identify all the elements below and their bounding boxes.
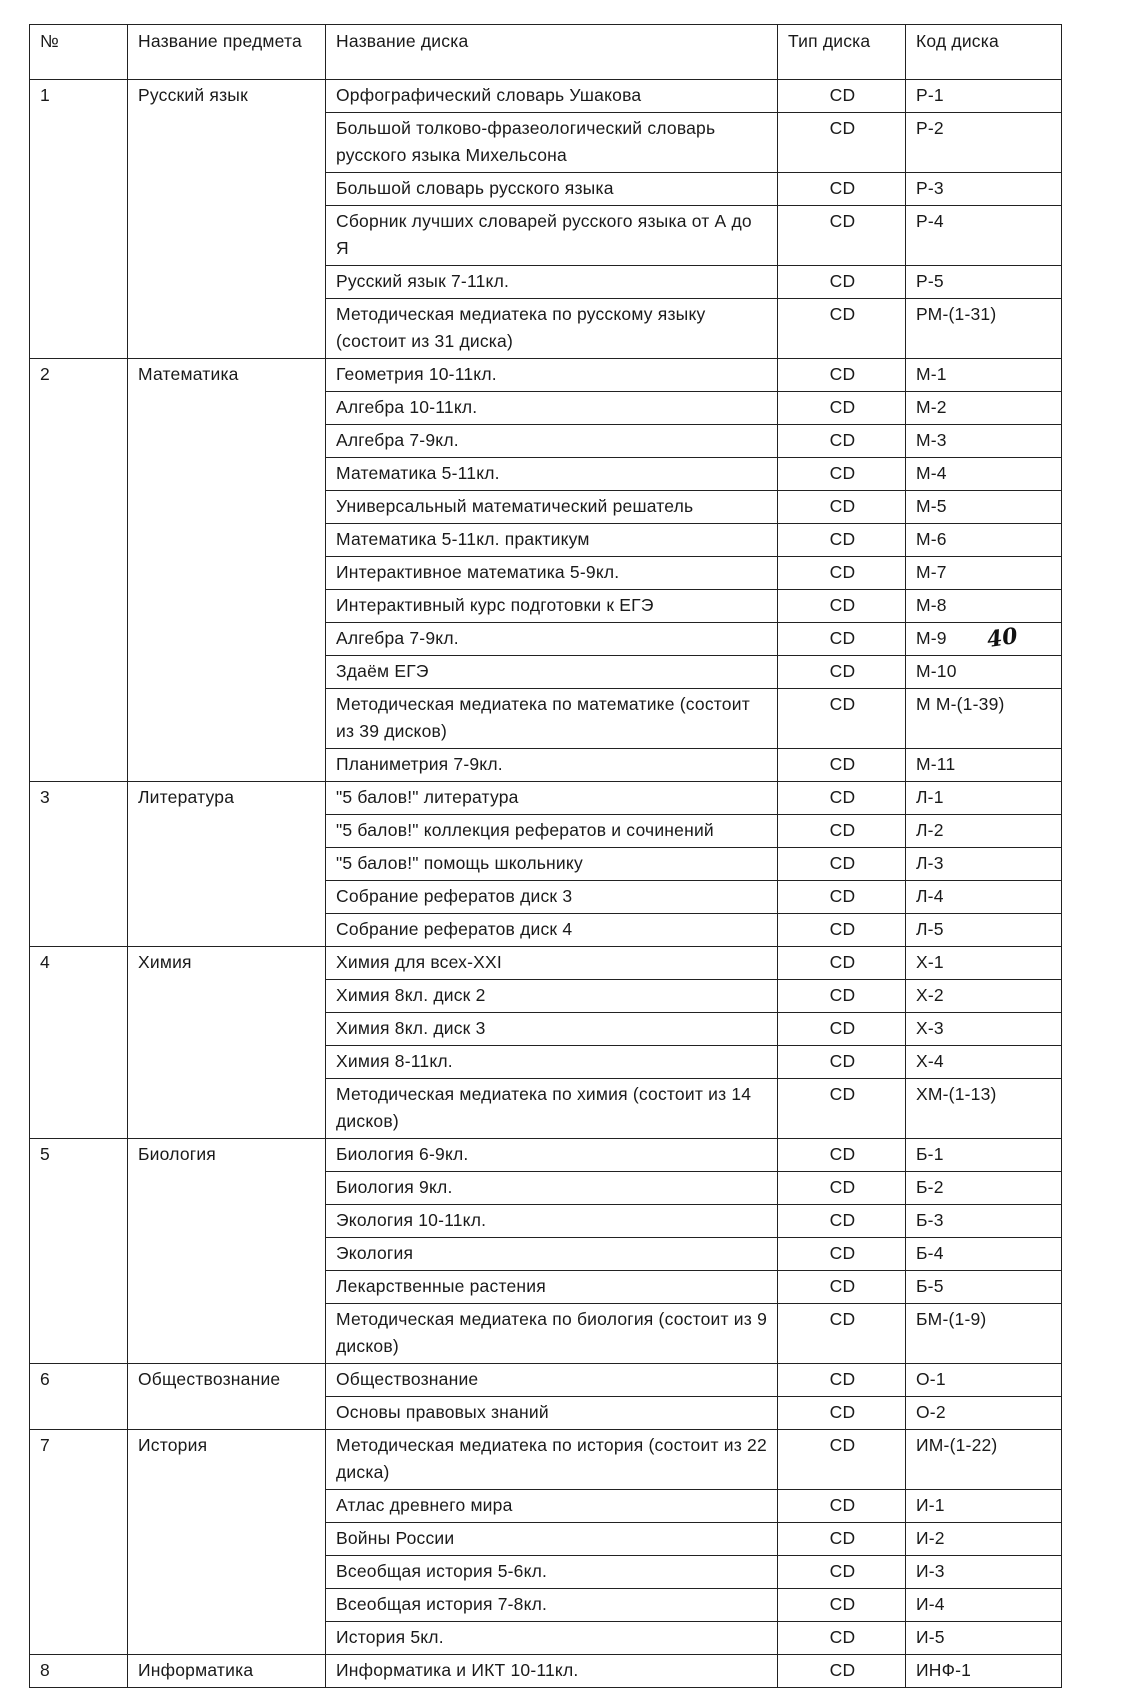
disc-name: Алгебра 7-9кл.: [326, 425, 778, 458]
group-number: 5: [30, 1139, 128, 1364]
subject-name: Биология: [128, 1139, 326, 1364]
disc-code: О-2: [906, 1397, 1062, 1430]
disc-code: Б-2: [906, 1172, 1062, 1205]
disc-name: Методическая медиатека по биология (состоит из 9 дисков): [326, 1304, 778, 1364]
disc-type: CD: [778, 557, 906, 590]
disc-name: Обществознание: [326, 1364, 778, 1397]
disc-name: Биология 6-9кл.: [326, 1139, 778, 1172]
disc-type: CD: [778, 206, 906, 266]
disc-code: М-3: [906, 425, 1062, 458]
disc-code: М-5: [906, 491, 1062, 524]
disc-name: Математика 5-11кл. практикум: [326, 524, 778, 557]
disc-type: CD: [778, 1655, 906, 1688]
disc-code: М-10: [906, 656, 1062, 689]
table-body: [30, 80, 1062, 1688]
disc-code: М-4: [906, 458, 1062, 491]
disc-code: Б-1: [906, 1139, 1062, 1172]
disc-name: Информатика и ИКТ 10-11кл.: [326, 1655, 778, 1688]
disc-name: Биология 9кл.: [326, 1172, 778, 1205]
disc-code: Л-4: [906, 881, 1062, 914]
disc-type: CD: [778, 815, 906, 848]
disc-type: CD: [778, 1589, 906, 1622]
disc-type: CD: [778, 689, 906, 749]
disc-name: Собрание рефератов диск 3: [326, 881, 778, 914]
disc-name: Русский язык 7-11кл.: [326, 266, 778, 299]
disc-type: CD: [778, 656, 906, 689]
table-row: [30, 1655, 1062, 1688]
disc-name: Собрание рефератов диск 4: [326, 914, 778, 947]
disc-type: CD: [778, 80, 906, 113]
disc-type: CD: [778, 425, 906, 458]
disc-name: "5 балов!" литература: [326, 782, 778, 815]
group-number: 8: [30, 1655, 128, 1688]
disc-code: И-4: [906, 1589, 1062, 1622]
disc-name: Сборник лучших словарей русского языка от А до Я: [326, 206, 778, 266]
header-num: №: [30, 25, 128, 80]
group-number: 3: [30, 782, 128, 947]
disc-code: Х-2: [906, 980, 1062, 1013]
disc-type: CD: [778, 749, 906, 782]
disc-name: Химия 8кл. диск 3: [326, 1013, 778, 1046]
disc-code: И-2: [906, 1523, 1062, 1556]
header-disc-name: Название диска: [326, 25, 778, 80]
table-row: [30, 782, 1062, 815]
disc-type: CD: [778, 914, 906, 947]
disc-type: CD: [778, 1490, 906, 1523]
disc-code: М-8: [906, 590, 1062, 623]
disc-name: Интерактивное математика 5-9кл.: [326, 557, 778, 590]
disc-name: Алгебра 10-11кл.: [326, 392, 778, 425]
disc-code: И-5: [906, 1622, 1062, 1655]
disc-name: Методическая медиатека по история (состоит из 22 диска): [326, 1430, 778, 1490]
disc-name: Всеобщая история 5-6кл.: [326, 1556, 778, 1589]
header-row: [30, 25, 1062, 80]
disc-code: Р-1: [906, 80, 1062, 113]
disc-code: О-1: [906, 1364, 1062, 1397]
disc-name: История 5кл.: [326, 1622, 778, 1655]
group-number: 4: [30, 947, 128, 1139]
disc-code: Р-5: [906, 266, 1062, 299]
disc-type: CD: [778, 1430, 906, 1490]
disc-name: Интерактивный курс подготовки к ЕГЭ: [326, 590, 778, 623]
disc-name: Лекарственные растения: [326, 1271, 778, 1304]
disc-type: CD: [778, 848, 906, 881]
disc-type: CD: [778, 1523, 906, 1556]
disc-name: Атлас древнего мира: [326, 1490, 778, 1523]
disc-type: CD: [778, 1622, 906, 1655]
disc-type: CD: [778, 458, 906, 491]
disc-name: Универсальный математический решатель: [326, 491, 778, 524]
group-number: 2: [30, 359, 128, 782]
disc-name: Химия 8-11кл.: [326, 1046, 778, 1079]
disc-name: Основы правовых знаний: [326, 1397, 778, 1430]
disc-type: CD: [778, 1079, 906, 1139]
disc-name: Большой словарь русского языка: [326, 173, 778, 206]
header-subject: Название предмета: [128, 25, 326, 80]
disc-code: Х-1: [906, 947, 1062, 980]
disc-code: М-6: [906, 524, 1062, 557]
subject-name: Обществознание: [128, 1364, 326, 1430]
disc-name: Химия для всех-XXI: [326, 947, 778, 980]
disc-code: М-2: [906, 392, 1062, 425]
disc-type: CD: [778, 524, 906, 557]
disc-type: CD: [778, 113, 906, 173]
header-disc-type: Тип диска: [778, 25, 906, 80]
disc-type: CD: [778, 1304, 906, 1364]
disc-code: Б-5: [906, 1271, 1062, 1304]
disc-code: М-9: [906, 623, 1062, 656]
table-row: [30, 80, 1062, 113]
disc-type: CD: [778, 947, 906, 980]
disc-name: Методическая медиатека по русскому языку (состоит из 31 диска): [326, 299, 778, 359]
disc-code: БМ-(1-9): [906, 1304, 1062, 1364]
disc-name: Орфографический словарь Ушакова: [326, 80, 778, 113]
subject-name: Русский язык: [128, 80, 326, 359]
handwritten-correction: 40: [985, 622, 1020, 654]
disc-type: CD: [778, 1013, 906, 1046]
disc-name: "5 балов!" помощь школьнику: [326, 848, 778, 881]
disc-code: Л-3: [906, 848, 1062, 881]
disc-code: Л-1: [906, 782, 1062, 815]
disc-name: Экология: [326, 1238, 778, 1271]
disc-type: CD: [778, 1205, 906, 1238]
subject-name: Химия: [128, 947, 326, 1139]
disc-inventory-table: [29, 24, 1062, 1688]
disc-code: ИНФ-1: [906, 1655, 1062, 1688]
disc-type: CD: [778, 1046, 906, 1079]
disc-type: CD: [778, 491, 906, 524]
disc-name: Методическая медиатека по математике (состоит из 39 дисков): [326, 689, 778, 749]
disc-type: CD: [778, 590, 906, 623]
group-number: 1: [30, 80, 128, 359]
table-row: [30, 1430, 1062, 1490]
disc-type: CD: [778, 1172, 906, 1205]
disc-type: CD: [778, 392, 906, 425]
disc-code: Б-4: [906, 1238, 1062, 1271]
subject-name: Информатика: [128, 1655, 326, 1688]
table-row: [30, 359, 1062, 392]
disc-type: CD: [778, 1364, 906, 1397]
table-row: [30, 947, 1062, 980]
disc-type: CD: [778, 1238, 906, 1271]
disc-code: Л-2: [906, 815, 1062, 848]
group-number: 6: [30, 1364, 128, 1430]
disc-name: Большой толково-фразеологический словарь русского языка Михельсона: [326, 113, 778, 173]
disc-code: РМ-(1-31): [906, 299, 1062, 359]
disc-name: Планиметрия 7-9кл.: [326, 749, 778, 782]
disc-code: М-1: [906, 359, 1062, 392]
disc-name: Геометрия 10-11кл.: [326, 359, 778, 392]
disc-name: Войны России: [326, 1523, 778, 1556]
disc-code: Б-3: [906, 1205, 1062, 1238]
disc-name: "5 балов!" коллекция рефератов и сочинений: [326, 815, 778, 848]
table-row: [30, 1364, 1062, 1397]
disc-code: ХМ-(1-13): [906, 1079, 1062, 1139]
disc-type: CD: [778, 782, 906, 815]
disc-code: И-3: [906, 1556, 1062, 1589]
disc-name: Всеобщая история 7-8кл.: [326, 1589, 778, 1622]
disc-type: CD: [778, 623, 906, 656]
header-disc-code: Код диска: [906, 25, 1062, 80]
disc-code: И-1: [906, 1490, 1062, 1523]
subject-name: Математика: [128, 359, 326, 782]
disc-code: Х-4: [906, 1046, 1062, 1079]
disc-type: CD: [778, 1139, 906, 1172]
table-header: [30, 25, 1062, 80]
disc-code: М М-(1-39): [906, 689, 1062, 749]
disc-type: CD: [778, 980, 906, 1013]
disc-name: Здаём ЕГЭ: [326, 656, 778, 689]
disc-name: Математика 5-11кл.: [326, 458, 778, 491]
disc-name: Экология 10-11кл.: [326, 1205, 778, 1238]
disc-type: CD: [778, 359, 906, 392]
disc-name: Химия 8кл. диск 2: [326, 980, 778, 1013]
disc-code: Р-3: [906, 173, 1062, 206]
disc-code: Л-5: [906, 914, 1062, 947]
disc-code: Р-2: [906, 113, 1062, 173]
disc-type: CD: [778, 173, 906, 206]
disc-type: CD: [778, 1271, 906, 1304]
disc-code: М-7: [906, 557, 1062, 590]
disc-code: ИМ-(1-22): [906, 1430, 1062, 1490]
disc-type: CD: [778, 1397, 906, 1430]
disc-name: Алгебра 7-9кл.: [326, 623, 778, 656]
disc-type: CD: [778, 299, 906, 359]
disc-code: Х-3: [906, 1013, 1062, 1046]
group-number: 7: [30, 1430, 128, 1655]
disc-type: CD: [778, 1556, 906, 1589]
subject-name: Литература: [128, 782, 326, 947]
subject-name: История: [128, 1430, 326, 1655]
disc-code: Р-4: [906, 206, 1062, 266]
disc-type: CD: [778, 881, 906, 914]
disc-code: М-11: [906, 749, 1062, 782]
table-row: [30, 1139, 1062, 1172]
disc-type: CD: [778, 266, 906, 299]
disc-name: Методическая медиатека по химия (состоит из 14 дисков): [326, 1079, 778, 1139]
